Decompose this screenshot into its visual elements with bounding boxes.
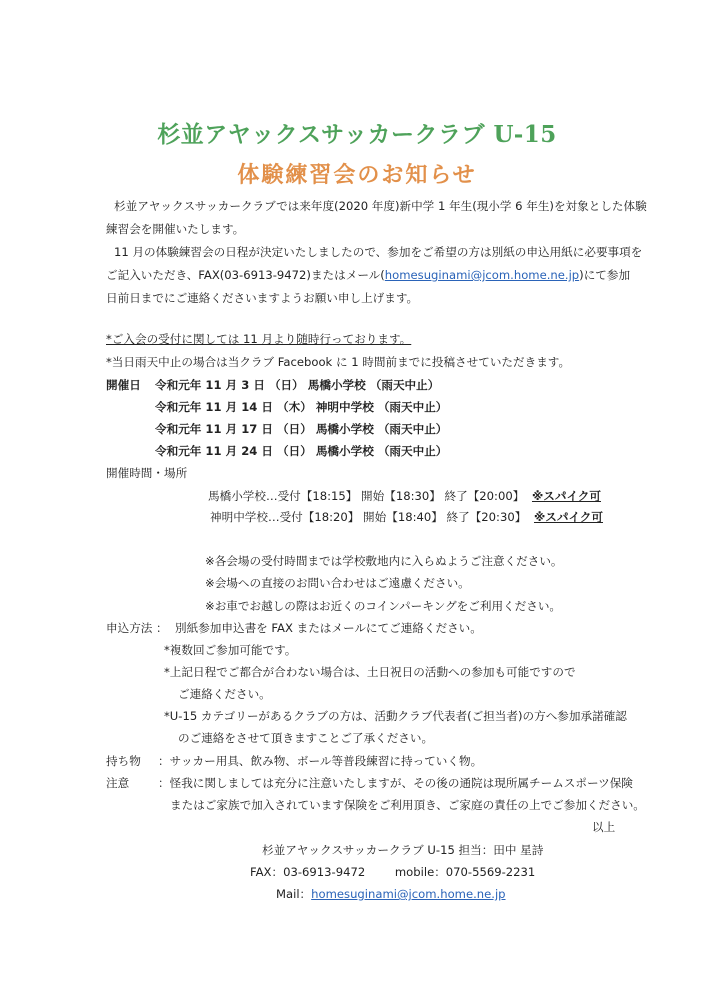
fax-number: FAX：03-6913-9472	[250, 865, 366, 879]
attention-label: 注意	[106, 776, 130, 790]
caution-note: ※各会場の受付時間までは学校敷地内に入らぬようご注意ください。	[205, 554, 563, 568]
spike-note: ※スパイク可	[531, 489, 601, 503]
belongings-label: 持ち物	[106, 754, 141, 768]
contact-mail	[276, 889, 506, 901]
intro-line-5: 日前日までにご連絡くださいますようお願い申し上げます。	[106, 291, 419, 305]
email-link[interactable]: homesuginami@jcom.home.ne.jp	[384, 268, 580, 282]
schedule-date: 令和元年 11 月 14 日 （木） 神明中学校 （雨天中止）	[155, 400, 448, 414]
caution-note: ※お車でお越しの際はお近くのコインパーキングをご利用ください。	[205, 599, 562, 613]
closing: 以上	[592, 820, 616, 834]
time-row-text: 馬橋小学校…受付【18:15】 開始【18:30】 終了【20:00】	[208, 489, 525, 503]
application-sub: ご連絡ください。	[178, 687, 271, 701]
document-subtitle: 体験練習会のお知らせ	[237, 162, 477, 188]
schedule-date: 令和元年 11 月 3 日 （日） 馬橋小学校 （雨天中止）	[155, 378, 440, 392]
spike-note: ※スパイク可	[533, 510, 603, 524]
mobile-number: mobile：070-5569-2231	[394, 865, 536, 879]
attention-text: またはご家族で加入されています保険をご利用頂き、ご家庭の責任の上でご参加ください。	[170, 798, 645, 812]
contact-person: 杉並アヤックスサッカークラブ U-15 担当：田中 星詩	[262, 843, 544, 857]
reception-note: *ご入会の受付に関しては 11 月より随時行っております。	[106, 332, 412, 346]
intro-line-3: 11 月の体験練習会の日程が決定いたしましたので、参加をご希望の方は別紙の申込用紙に必要事項を	[114, 245, 643, 259]
intro-line-4-post: )にて参加	[579, 268, 631, 282]
caution-note: ※会場への直接のお問い合わせはご遠慮ください。	[205, 576, 470, 590]
email-link[interactable]: homesuginami@jcom.home.ne.jp	[311, 887, 506, 901]
contact-phone	[250, 867, 535, 879]
intro-line-4-pre: ご記入いただき、FAX(03-6913-9472)またはメール(	[106, 268, 385, 282]
intro-line-2: 練習会を開催いたします。	[106, 222, 245, 236]
time-row	[210, 512, 603, 524]
belongings-text: ：サッカー用具、飲み物、ボール等普段練習に持っていく物。	[158, 754, 483, 768]
intro-line-4	[106, 270, 630, 282]
intro-line-1: 杉並アヤックスサッカークラブでは来年度(2020 年度)新中学 1 年生(現小学 6 年生)を対象とした体験	[114, 199, 647, 213]
times-label: 開催時間・場所	[106, 466, 188, 480]
time-row-text: 神明中学校…受付【18:20】 開始【18:40】 終了【20:30】	[210, 510, 527, 524]
application-label: 申込方法 ：	[106, 621, 168, 635]
time-row	[208, 491, 601, 503]
schedule-date: 令和元年 11 月 24 日 （日） 馬橋小学校 （雨天中止）	[155, 444, 448, 458]
rain-note: *当日雨天中止の場合は当クラブ Facebook に 1 時間前までに投稿させていただきます。	[106, 355, 571, 369]
document-title: 杉並アヤックスサッカークラブ U-15	[157, 121, 557, 148]
application-sub: *U-15 カテゴリーがあるクラブの方は、活動クラブ代表者(ご担当者)の方へ参加承諾確認	[164, 709, 627, 723]
application-sub: *複数回ご参加可能です。	[164, 643, 297, 657]
attention-text: ：怪我に関しましては充分に注意いたしますが、その後の通院は現所属チームスポーツ保険	[158, 776, 633, 790]
application-text: 別紙参加申込書を FAX またはメールにてご連絡ください。	[175, 621, 482, 635]
application-sub: のご連絡をさせて頂きますことご了承ください。	[178, 731, 434, 745]
schedule-date: 令和元年 11 月 17 日 （日） 馬橋小学校 （雨天中止）	[155, 422, 448, 436]
schedule-label: 開催日	[106, 378, 141, 392]
application-sub: *上記日程でご都合が合わない場合は、土日祝日の活動への参加も可能ですので	[164, 665, 576, 679]
mail-label: Mail：	[276, 887, 312, 901]
